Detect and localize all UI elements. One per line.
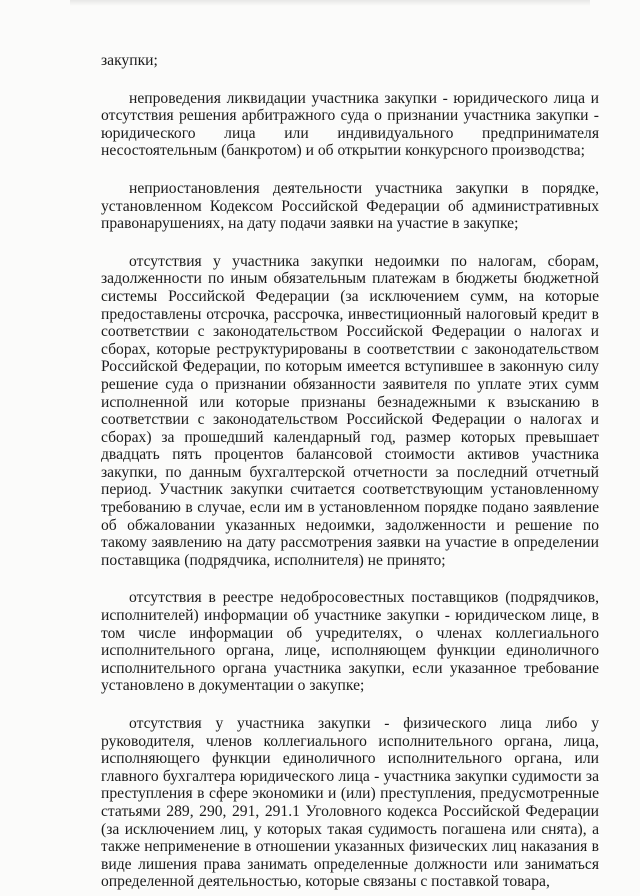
paragraph-suspension: неприостановления деятельности участника закупки в порядке, установленном Кодексом Российской Федерации об административных правонарушениях, на дату подачи заявки на участие в закупке; <box>101 179 599 233</box>
paragraph-criminal-record: отсутствия у участника закупки - физического лица либо у руководителя, членов коллегиального исполнительного органа, лица, исполняющего функции единоличного исполнительного органа, или главного бухгалтера юридического лица - участника закупки судимости за преступления в сфере экономики и (или) преступления, предусмотренные статьями 289, 290, 291, 291.1 Уголовного кодекса Российской Федерации (за исключением лиц, у которых такая судимость погашена или снята), а также неприменение в отношении указанных физических лиц наказания в виде лишения права занимать определенные должности или заниматься определенной деятельностью, которые связаны с поставкой товара, <box>101 715 599 891</box>
document-body <box>101 52 599 891</box>
paragraph-continuation: закупки; <box>101 52 158 69</box>
paragraph-registry: отсутствия в реестре недобросовестных поставщиков (подрядчиков, исполнителей) информации об участнике закупки - юридическом лице, в том числе информации об учредителях, о членах коллегиального исполнительного органа, лице, исполняющем функции единоличного исполнительного органа участника закупки, если указанное требование установлено в документации о закупке; <box>101 589 599 695</box>
paragraph-liquidation: непроведения ликвидации участника закупки - юридического лица и отсутствия решения арбитражного суда о признании участника закупки - юридического лица или индивидуального предпринимателя несостоятельным (банкротом) и об открытии конкурсного производства; <box>101 89 599 160</box>
paragraph-tax-arrears: отсутствия у участника закупки недоимки по налогам, сборам, задолженности по иным обязательным платежам в бюджеты бюджетной системы Российской Федерации (за исключением сумм, на которые предоставлены отсрочка, рассрочка, инвестиционный налоговый кредит в соответствии с законодательством Российской Федерации о налогах и сборах, которые реструктурированы в соответствии с законодательством Российской Федерации, по которым имеется вступившее в законную силу решение суда о признании обязанности заявителя по уплате этих сумм исполненной или которые признаны безнадежными к взысканию в соответствии с законодательством Российской Федерации о налогах и сборах) за прошедший календарный год, размер которых превышает двадцать пять процентов балансовой стоимости активов участника закупки, по данным бухгалтерской отчетности за последний отчетный период. Участник закупки считается соответствующим установленному требованию в случае, если им в установленном порядке подано заявление об обжаловании указанных недоимки, задолженности и решение по такому заявлению на дату рассмотрения заявки на участие в определении поставщика (подрядчика, исполнителя) не принято; <box>101 252 599 569</box>
scan-shadow <box>70 0 590 6</box>
